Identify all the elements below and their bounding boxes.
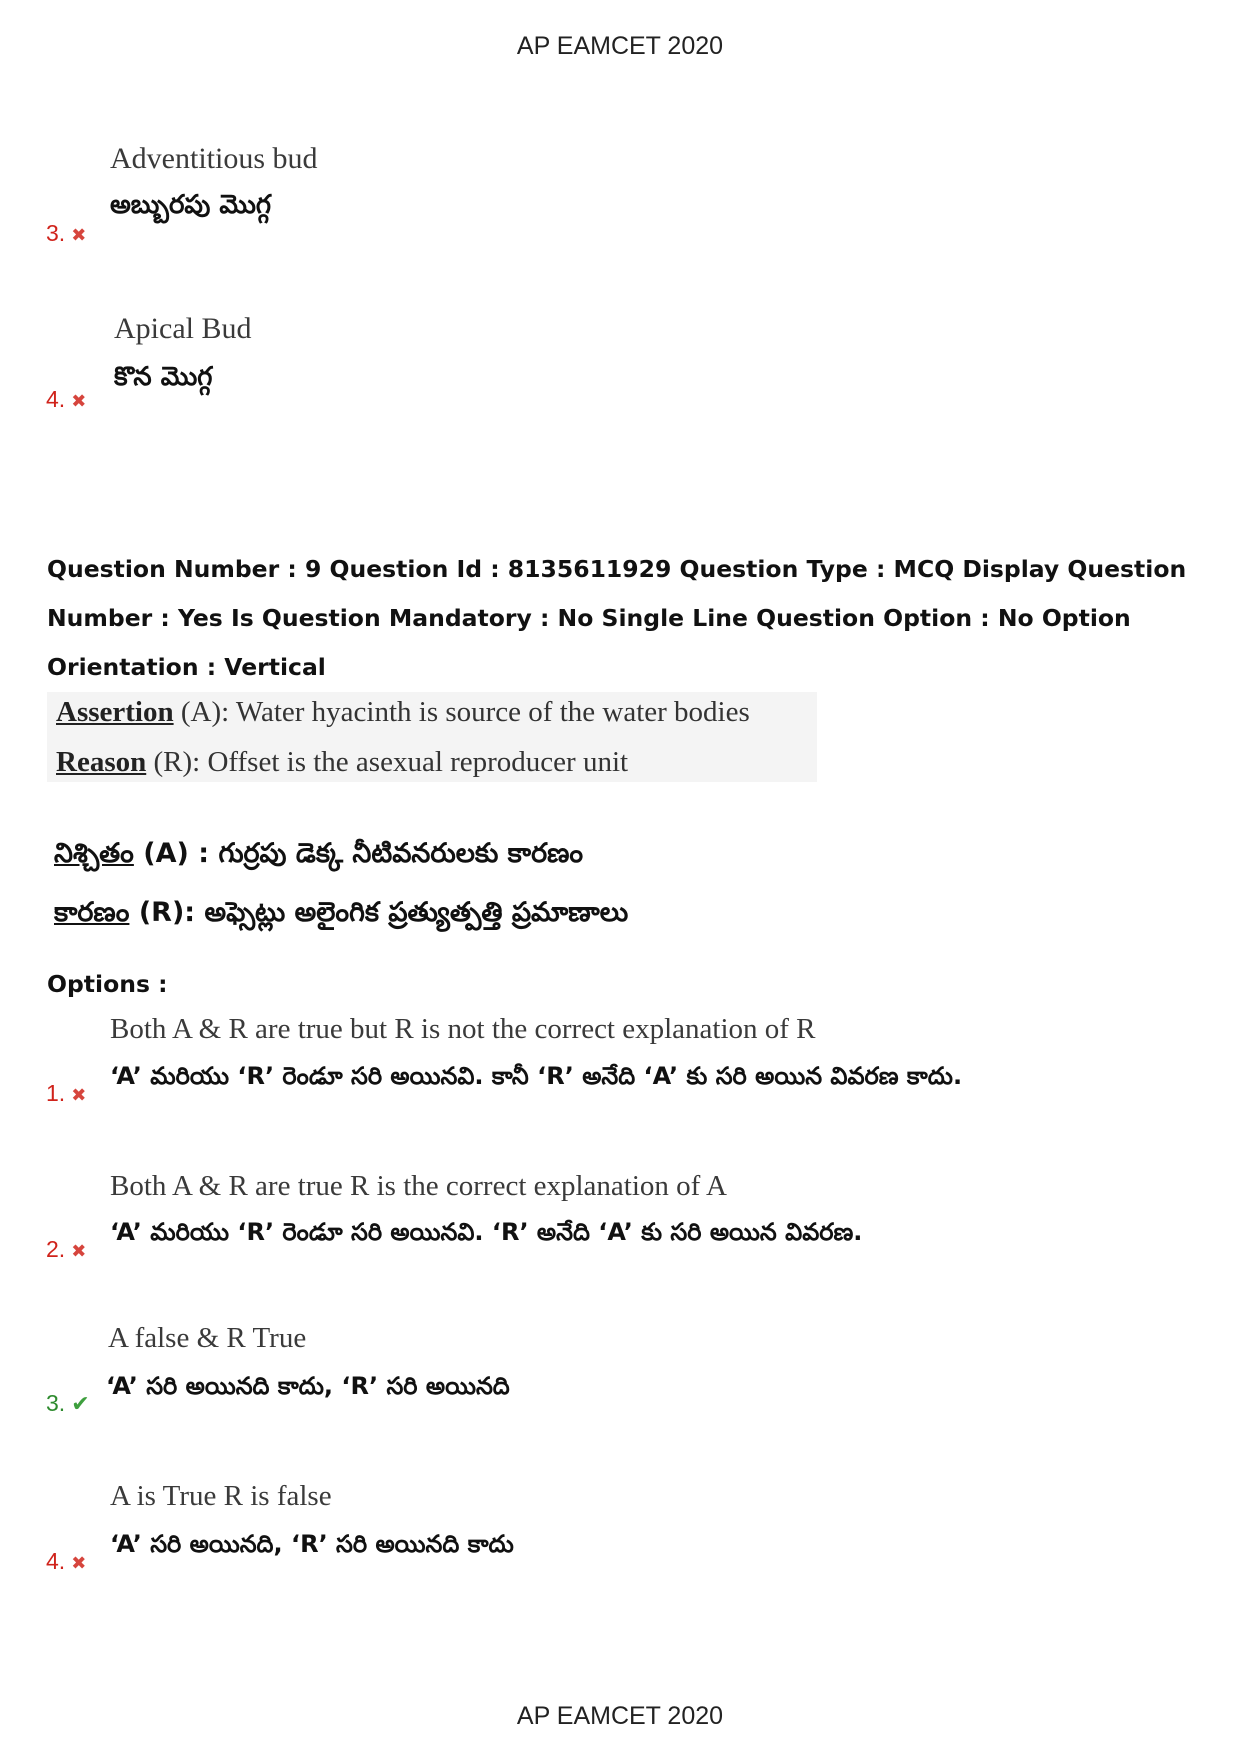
question-meta-line: Number : Yes Is Question Mandatory : No Single Line Question Option : No Option <box>47 604 1131 632</box>
option-2-telugu: ‘A’ మరియు ‘R’ రెండూ సరి అయినవి. ‘R’ అనేది ‘A’ కు సరి అయిన వివరణ. <box>110 1218 863 1246</box>
reason-text: (R): Offset is the asexual reproducer unit <box>146 746 629 778</box>
check-icon: ✔ <box>71 1391 90 1416</box>
question-meta <box>47 545 1197 692</box>
option-number: 3. <box>46 1390 66 1416</box>
telugu-reason-label: కారణం <box>54 897 130 928</box>
option-3-english: A false & R True <box>108 1322 307 1354</box>
option-number: 1. <box>46 1080 66 1106</box>
option-number: 4. <box>46 1548 66 1574</box>
telugu-assertion-line <box>54 838 583 876</box>
telugu-reason-text: (R): అఫ్సెట్లు అలైంగిక ప్రత్యుత్పత్తి ప్రమాణాలు <box>129 897 629 928</box>
reason-label: Reason <box>56 746 147 778</box>
cross-icon: ✖ <box>71 1553 87 1573</box>
prev-option-3 <box>46 220 86 247</box>
option-number: 2. <box>46 1236 66 1262</box>
option-3-telugu: ‘A’ సరి అయినది కాదు, ‘R’ సరి అయినది <box>106 1372 510 1400</box>
page-footer: AP EAMCET 2020 <box>516 1702 724 1730</box>
page-header: AP EAMCET 2020 <box>516 32 724 60</box>
telugu-assertion-text: (A) : గుర్రపు డెక్క నీటివనరులకు కారణం <box>133 838 584 869</box>
cross-icon: ✖ <box>71 391 87 411</box>
question-meta-line: Orientation : Vertical <box>47 653 326 681</box>
option-1 <box>46 1080 86 1107</box>
assertion-label: Assertion <box>56 696 174 728</box>
option-4-english: A is True R is false <box>110 1480 332 1512</box>
assertion-text: (A): Water hyacinth is source of the water bodies <box>173 696 750 728</box>
question-meta-line: Question Number : 9 Question Id : 8135611929 Question Type : MCQ Display Question <box>47 555 1187 583</box>
telugu-assertion-label: నిశ్చితం <box>54 838 134 869</box>
option-4 <box>46 1548 86 1575</box>
option-2 <box>46 1236 86 1263</box>
option-number: 3. <box>46 220 66 246</box>
cross-icon: ✖ <box>71 225 87 245</box>
option-3 <box>46 1390 90 1417</box>
option-number: 4. <box>46 386 66 412</box>
prev-option-3-english: Adventitious bud <box>110 142 318 175</box>
options-label: Options : <box>47 970 168 998</box>
prev-option-4-telugu: కొన మొగ్గ <box>114 362 213 392</box>
reason-line <box>56 746 628 779</box>
telugu-reason-line <box>54 897 628 935</box>
option-1-telugu: ‘A’ మరియు ‘R’ రెండూ సరి అయినవి. కానీ ‘R’ అనేది ‘A’ కు సరి అయిన వివరణ కాదు. <box>110 1062 963 1090</box>
option-4-telugu: ‘A’ సరి అయినది, ‘R’ సరి అయినది కాదు <box>110 1530 514 1558</box>
prev-option-4 <box>46 386 86 413</box>
prev-option-4-english: Apical Bud <box>114 312 252 345</box>
prev-option-3-telugu: అబ్బురపు మొగ్గ <box>110 190 272 220</box>
assertion-line <box>56 696 750 729</box>
cross-icon: ✖ <box>71 1241 87 1261</box>
option-2-english: Both A & R are true R is the correct explanation of A <box>110 1170 727 1202</box>
cross-icon: ✖ <box>71 1085 87 1105</box>
option-1-english: Both A & R are true but R is not the correct explanation of R <box>110 1013 816 1045</box>
